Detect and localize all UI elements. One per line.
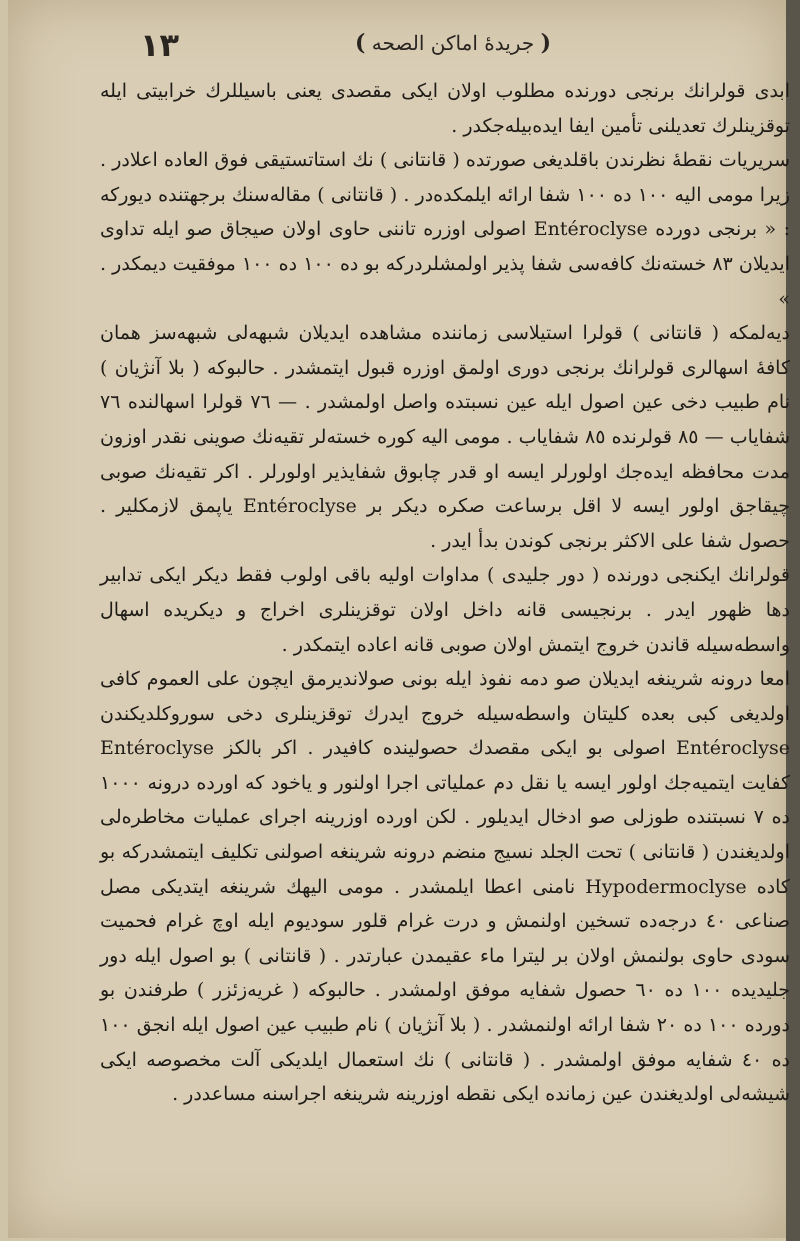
paragraph: ابدی قولرانك برنجی دورنده مطلوب اولان ایکی مقصدی یعنی باسیللرك خرابیتی ایله توقزینلرك تعدیلنی تأمین ایفا ایده‌بیله‌جکدر . bbox=[100, 80, 790, 137]
article-body bbox=[100, 74, 790, 1112]
page-number: ١٣ bbox=[140, 26, 180, 64]
title-paren-close: ) bbox=[355, 30, 366, 56]
running-title bbox=[348, 30, 558, 56]
paragraph: سریریات نقطهٔ نظرندن باقلدیغی صورتده ( قانتانی ) نك استاتستیقی فوق العاده اعلادر . زیرا مومی الیه ١٠٠ ده ١٠٠ شفا ارائه ایلمکده‌در . ( قانتانی ) مقاله‌سنك برجهتنده دیورکه : « برنجی دورده Entéroclyse اصولی اوزره تاننی حاوی اولان صیجاق صو ایله تداوی ایدیلان ٨٣ خسته‌نك کافه‌سی شفا پذیر اولمشلردرکه بو ده ١٠٠ ده ١٠٠ موفقیت دیمکدر . » bbox=[100, 149, 790, 310]
document-page bbox=[8, 0, 791, 1238]
paragraph: دیه‌لمکه ( قانتانی ) قولرا استیلاسی زماننده مشاهده ایدیلان شبهه‌لی شبهه‌سز همان کافهٔ اسهالری قولرانك برنجی دوری اولمق اوزره قبول ایتمشدر . حالبوکه ( بلا آنژیان ) نام طبیب دخی عین اصول ایله عین نسبتده واصل اولمشدر . — ٧٦ قولرا اسهالنده ٧٦ شفایاب — ٨٥ قولرنده ٨٥ شفایاب . مومی الیه کوره خسته‌لر تقیه‌نك صوینی نقدر اوزون مدت محافظه ایده‌جك اولورلر ایسه او قدر چابوق شفایذیر اولورلر . اکر تقیه‌نك صوبی چیقاجق اولور ایسه لا اقل برساعت صکره دیکر بر Entéroclyse یاپمق لازمکلیر . حصول شفا علی الاکثر برنجی کوندن بدأ ایدر . bbox=[100, 322, 791, 552]
paragraph: امعا درونه شرینغه ایدیلان صو دمه نفوذ ایله بونی صولاندیرمق ایچون علی العموم کافی اولدیغی کبی بعده کلیتان واسطه‌سیله خروج ایدرك توقزینلری دخی سوروکلدیکندن Entéroclyse اصولی بو ایکی مقصدك حصولینده کافیدر . اکر بالکز Entéroclyse کفایت ایتمیه‌جك اولور ایسه یا نقل دم عملیاتی اجرا اولنور و یاخود که اورده درونه ١٠٠٠ ده ٧ نسبتنده طوزلی صو ادخال ایدیلور . لکن اورده اوزرینه اجرای عملیات مخاطره‌لی اولدیغندن ( قانتانی ) تحت الجلد نسیج منضم درونه شرینغه اصولنی تکلیف ایتمشدرکه بو کاده Hypodermoclyse نامنی اعطا ایلمشدر . مومی الیهك شرینغه ایتدیکی مصل صناعی ٤٠ درجه‌ده تسخین اولنمش و درت غرام قلور سودیوم ایله اوچ غرام فحمیت سودی حاوی بولنمش اولان بر لیترا ماء عقیمدن عبارتدر . ( قانتانی ) بو اصول ایله دور جلیدیده ١٠٠ ده ٦٠ حصول شفایه موفق اولمشدر . حالبوکه ( غریه‌زئزر ) طرفندن بو دورده ١٠٠ ده ٢٠ شفا ارائه اولنمشدر . ( بلا آنژیان ) نام طبیب عین اصول ایله انجق ١٠٠ ده ٤٠ شفایه موفق اولمشدر . ( قانتانی ) نك استعمال ایلدیکی آلت مخصوصه ایکی شیشه‌لی اولدیغندن عین زمانده ایکی نقطه اوزرینه شرینغه اجراسنه مساعددر . bbox=[100, 668, 791, 1106]
journal-title: جريدهٔ اماكن الصحه bbox=[371, 31, 535, 55]
paragraph: قولرانك ایکنجی دورنده ( دور جلیدی ) مداوات اولیه باقی اولوب فقط دیکر ایکی تدابیر دها ظهور ایدر . برنجیسی قانه داخل اولان توقزینلری اخراج و دیکریده اسهال واسطه‌سیله قاندن خروج ایتمش اولان صوبی قانه اعاده ایتمکدر . bbox=[100, 564, 790, 656]
title-paren-open: ( bbox=[540, 30, 551, 56]
page-header bbox=[8, 26, 786, 66]
